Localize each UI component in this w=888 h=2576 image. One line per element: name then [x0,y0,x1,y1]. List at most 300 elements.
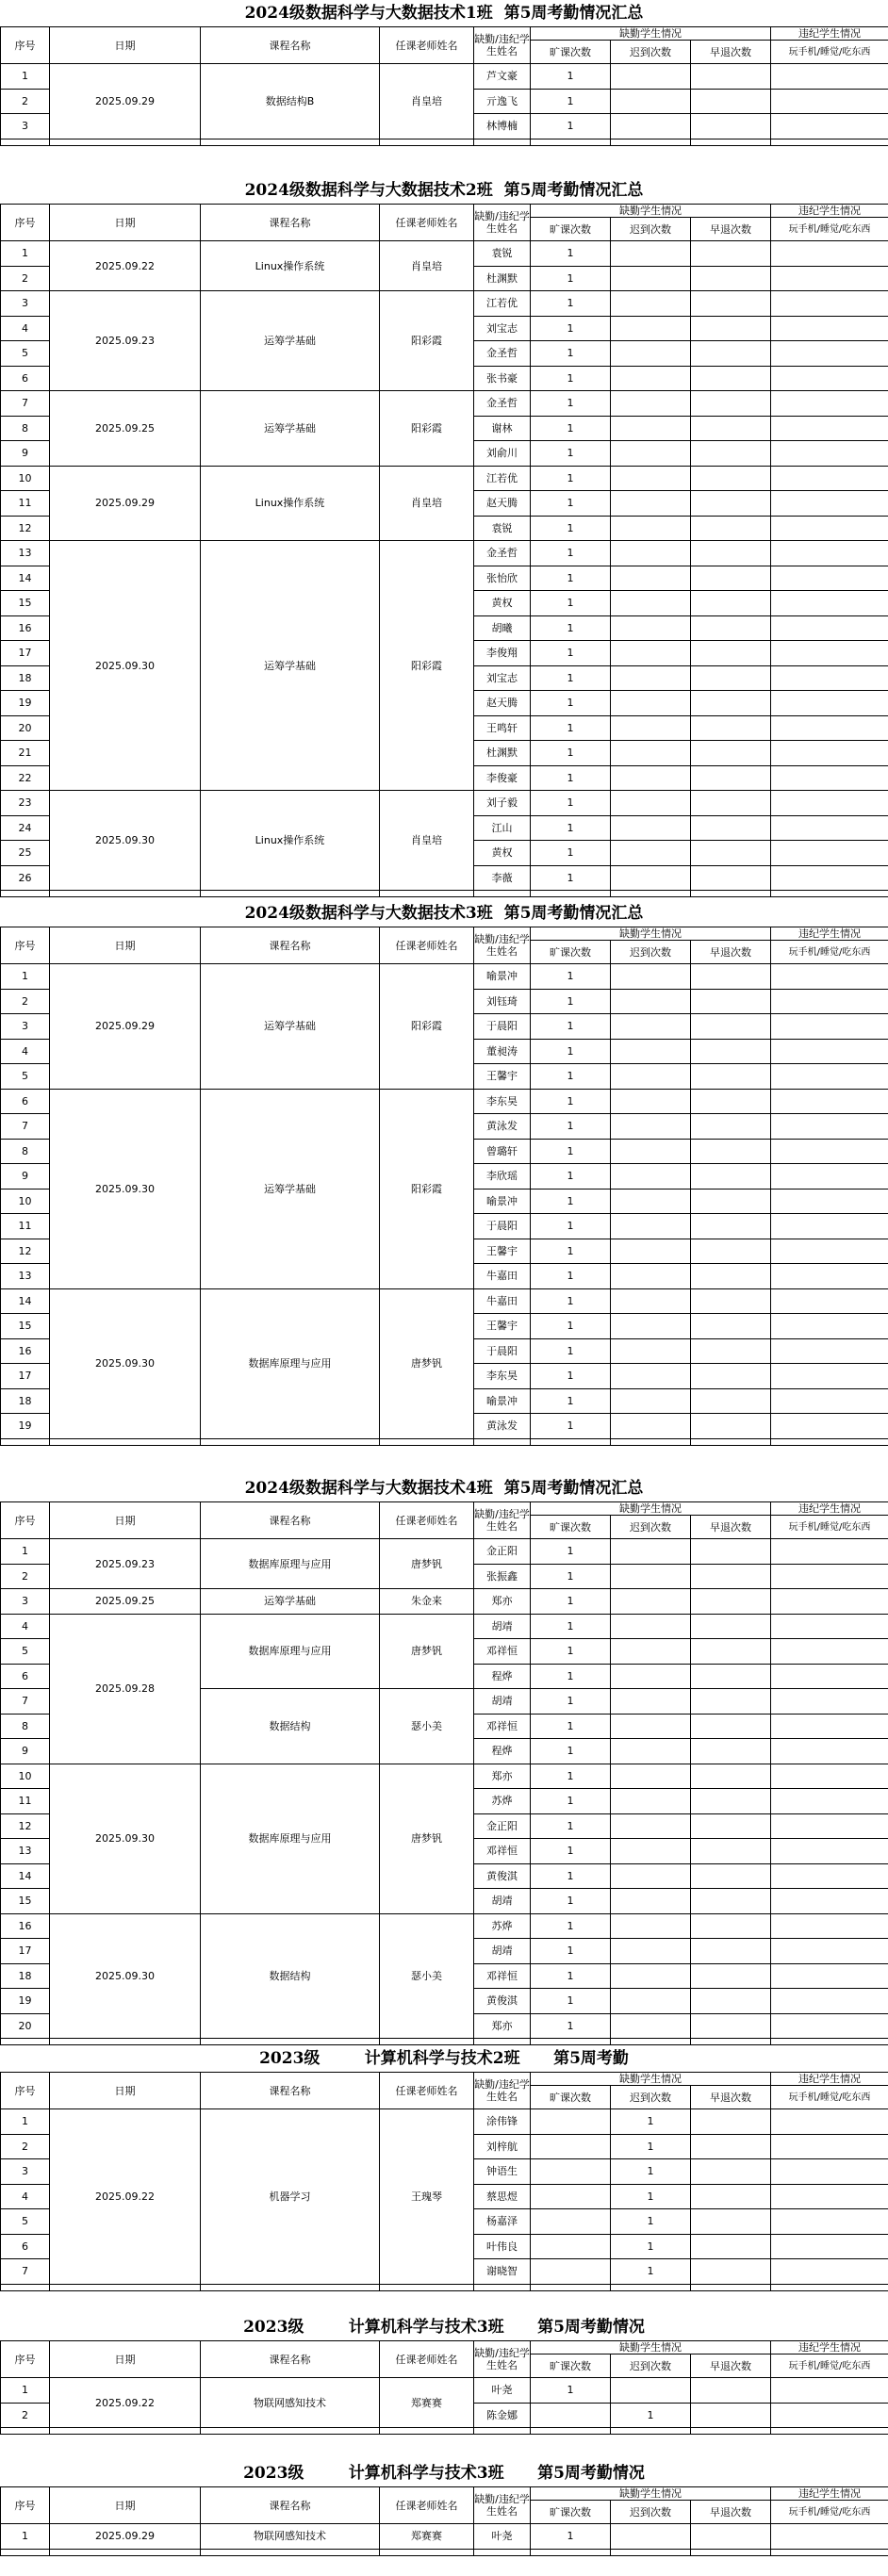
empty-cell [691,139,771,145]
early-leave-count-cell [691,491,771,517]
absent-count-cell: 1 [531,989,611,1014]
early-leave-count-cell [691,1539,771,1565]
course-cell: Linux操作系统 [201,791,380,891]
phone-sleep-eat-cell [771,1963,888,1989]
absent-count-cell: 1 [531,1989,611,2014]
seq-cell: 7 [1,391,50,417]
phone-sleep-eat-cell [771,1364,888,1389]
early-leave-count-cell [691,1913,771,1939]
seq-cell: 2 [1,2403,50,2428]
absent-count-cell: 1 [531,89,611,114]
student-name-cell: 袁锐 [474,241,531,267]
late-count-cell [611,1989,691,2014]
seq-cell: 10 [1,1764,50,1789]
teacher-cell: 肖皇培 [380,791,474,891]
student-name-cell: 刘俞川 [474,441,531,467]
attendance-table [0,1501,888,2045]
phone-sleep-eat-cell [771,2013,888,2039]
absent-count-cell: 1 [531,491,611,517]
student-name-cell: 李东昊 [474,1364,531,1389]
seq-cell: 18 [1,665,50,691]
late-count-cell [611,416,691,441]
student-name-cell: 杜渊默 [474,741,531,766]
table-row [1,466,888,491]
phone-sleep-eat-cell [771,1414,888,1439]
early-leave-count-cell [691,691,771,716]
empty-cell [611,1438,691,1445]
absent-count-cell: 1 [531,1338,611,1364]
teacher-cell: 唐梦钒 [380,1288,474,1438]
table-row [1,1589,888,1615]
empty-cell [50,2549,201,2555]
teacher-header: 任课老师姓名 [380,2487,474,2524]
course-cell: Linux操作系统 [201,466,380,541]
seq-cell: 1 [1,1539,50,1565]
late-count-cell [611,316,691,341]
absent-count-cell: 1 [531,241,611,267]
late-count-cell [611,1539,691,1565]
course-cell: 物联网感知技术 [201,2378,380,2428]
phone-sleep-eat-cell [771,1614,888,1639]
absence-group-header: 缺勤学生情况 [531,2341,771,2354]
late-count-cell [611,441,691,467]
student-name-cell: 李俊翔 [474,641,531,666]
phone-sleep-eat-cell [771,1989,888,2014]
course-cell: 数据库原理与应用 [201,1614,380,1689]
seq-header: 序号 [1,2341,50,2378]
discipline-group-header: 违纪学生情况 [771,1502,888,1516]
seq-cell: 16 [1,1338,50,1364]
absent-count-cell: 1 [531,2524,611,2550]
seq-cell: 2 [1,989,50,1014]
empty-cell [50,1438,201,1445]
absent-header: 旷课次数 [531,2501,611,2524]
student-name-cell: 袁锐 [474,516,531,541]
empty-cell [380,2039,474,2045]
student-name-cell: 张怡欣 [474,566,531,591]
early-leave-count-cell [691,1364,771,1389]
phone-sleep-eat-cell [771,1239,888,1264]
course-cell: Linux操作系统 [201,241,380,291]
empty-cell [50,2284,201,2290]
phone-sleep-eat-cell [771,341,888,367]
late-count-cell [611,1139,691,1164]
student-name-cell: 邓祥恒 [474,1639,531,1665]
phone-sleep-eat-cell [771,241,888,267]
phone-sleep-eat-cell [771,715,888,741]
date-cell: 2025.09.30 [50,1764,201,1913]
student-name-cell: 王馨宇 [474,1239,531,1264]
early-leave-count-cell [691,266,771,291]
student-name-cell: 于晨阳 [474,1214,531,1239]
seq-cell: 17 [1,641,50,666]
late-count-cell [611,741,691,766]
empty-cell [531,2284,611,2290]
phone-sleep-eat-cell [771,1164,888,1190]
teacher-header: 任课老师姓名 [380,2073,474,2109]
early-leave-count-cell [691,366,771,391]
early-leave-count-cell [691,341,771,367]
attendance-table [0,2072,888,2291]
seq-cell: 5 [1,1064,50,1090]
late-count-cell [611,665,691,691]
empty-cell [50,2428,201,2435]
seq-cell: 3 [1,114,50,139]
phone-sleep-eat-cell [771,865,888,891]
seq-cell: 19 [1,1414,50,1439]
phone-sleep-eat-cell [771,2234,888,2259]
early-leave-count-cell [691,2013,771,2039]
student-name-cell: 于晨阳 [474,1338,531,1364]
early-leave-count-cell [691,1089,771,1114]
absent-count-cell: 1 [531,316,611,341]
table-row [1,1288,888,1314]
seq-cell: 1 [1,2524,50,2550]
seq-cell: 11 [1,491,50,517]
phone-sleep-eat-cell [771,2524,888,2550]
late-count-cell: 1 [611,2109,691,2135]
empty-cell [531,2428,611,2435]
seq-cell: 6 [1,1664,50,1689]
seq-cell: 3 [1,2159,50,2185]
student-name-cell: 黄俊淇 [474,1989,531,2014]
empty-cell [691,2284,771,2290]
late-count-cell [611,964,691,990]
phone-sleep-eat-cell [771,1764,888,1789]
absent-count-cell: 1 [531,441,611,467]
absent-header: 旷课次数 [531,941,611,964]
absent-count-cell: 1 [531,1414,611,1439]
early-leave-count-cell [691,1338,771,1364]
early-leave-count-cell [691,815,771,841]
early-leave-count-cell [691,1589,771,1615]
late-count-cell [611,641,691,666]
phone-sleep-eat-cell [771,1139,888,1164]
early-leave-header: 早退次数 [691,2086,771,2109]
empty-cell [1,2039,50,2045]
late-count-cell [611,1789,691,1814]
early-leave-header: 早退次数 [691,1516,771,1539]
seq-cell: 2 [1,1564,50,1589]
early-leave-count-cell [691,1664,771,1689]
early-leave-count-cell [691,1839,771,1864]
early-leave-count-cell [691,1989,771,2014]
student-name-header: 缺勤/违纪学生姓名 [474,27,531,64]
student-name-cell: 杜渊默 [474,266,531,291]
empty-row [1,2039,888,2045]
late-count-cell [611,266,691,291]
early-leave-count-cell [691,2109,771,2135]
seq-cell: 15 [1,591,50,616]
seq-cell: 7 [1,1114,50,1140]
empty-cell [771,891,888,897]
course-cell: 数据结构B [201,64,380,139]
seq-cell: 5 [1,341,50,367]
phone-sleep-eat-cell [771,1214,888,1239]
phone-sleep-eat-cell [771,266,888,291]
empty-cell [611,139,691,145]
seq-cell: 19 [1,1989,50,2014]
student-name-cell: 谢林 [474,416,531,441]
absent-count-cell: 1 [531,1564,611,1589]
phone-sleep-eat-cell [771,1014,888,1040]
empty-cell [771,139,888,145]
date-cell: 2025.09.30 [50,1089,201,1288]
early-leave-count-cell [691,765,771,791]
phone-sleep-eat-cell [771,1314,888,1339]
empty-cell [201,1438,380,1445]
phone-sleep-eat-cell [771,466,888,491]
early-leave-count-cell [691,1863,771,1889]
table-row [1,2524,888,2550]
empty-cell [1,1438,50,1445]
late-count-cell [611,541,691,566]
phone-sleep-eat-cell [771,591,888,616]
absent-count-cell: 1 [531,1089,611,1114]
teacher-cell: 唐梦钒 [380,1614,474,1689]
late-count-cell [611,989,691,1014]
course-cell: 运筹学基础 [201,1589,380,1615]
teacher-header: 任课老师姓名 [380,2341,474,2378]
late-count-cell [611,1114,691,1140]
early-leave-count-cell [691,1239,771,1264]
table-row [1,241,888,267]
student-name-cell: 金圣哲 [474,391,531,417]
early-leave-count-cell [691,2234,771,2259]
early-leave-count-cell [691,964,771,990]
empty-cell [380,891,474,897]
absent-count-cell: 1 [531,691,611,716]
empty-cell [201,2428,380,2435]
student-name-header: 缺勤/违纪学生姓名 [474,2073,531,2109]
student-name-cell: 胡靖 [474,1889,531,1914]
teacher-cell: 郑赛赛 [380,2378,474,2428]
absent-count-cell: 1 [531,114,611,139]
early-leave-count-cell [691,641,771,666]
absent-header: 旷课次数 [531,1516,611,1539]
early-leave-count-cell [691,1039,771,1064]
seq-cell: 3 [1,291,50,317]
late-count-cell [611,1014,691,1040]
student-name-cell: 叶伟良 [474,2234,531,2259]
discipline-group-header: 违纪学生情况 [771,927,888,941]
seq-cell: 4 [1,316,50,341]
late-count-cell: 1 [611,2259,691,2285]
student-name-cell: 郑亦 [474,2013,531,2039]
date-header: 日期 [50,205,201,241]
student-name-cell: 郑亦 [474,1589,531,1615]
seq-cell: 25 [1,841,50,866]
absent-count-cell: 1 [531,1239,611,1264]
empty-cell [380,2284,474,2290]
section-title: 2023级 计算机科学与技术3班 第5周考勤情况 [243,2318,645,2337]
empty-cell [531,139,611,145]
absent-count-cell: 1 [531,1388,611,1414]
teacher-cell: 阳彩霞 [380,391,474,467]
empty-cell [380,139,474,145]
phone-sleep-eat-cell [771,1288,888,1314]
seq-cell: 24 [1,815,50,841]
empty-cell [611,891,691,897]
early-leave-count-cell [691,1939,771,1964]
student-name-cell: 邓祥恒 [474,1839,531,1864]
phone-sleep-eat-cell [771,1039,888,1064]
absent-count-cell [531,2159,611,2185]
early-leave-count-cell [691,865,771,891]
phone-sleep-eat-cell [771,441,888,467]
student-name-cell: 钟语生 [474,2159,531,2185]
early-leave-header: 早退次数 [691,41,771,64]
seq-cell: 2 [1,89,50,114]
late-count-cell [611,1089,691,1114]
empty-cell [531,2039,611,2045]
late-count-cell [611,1338,691,1364]
late-count-cell [611,815,691,841]
absent-count-cell: 1 [531,1739,611,1764]
course-cell: 运筹学基础 [201,541,380,791]
early-leave-count-cell [691,1764,771,1789]
seq-cell: 4 [1,1614,50,1639]
date-cell: 2025.09.29 [50,2524,201,2550]
student-name-header: 缺勤/违纪学生姓名 [474,927,531,964]
late-count-cell [611,491,691,517]
absent-header: 旷课次数 [531,2354,611,2378]
phone-sleep-eat-cell [771,841,888,866]
phone-sleep-eat-header: 玩手机/睡觉/吃东西 [771,2086,888,2109]
phone-sleep-eat-cell [771,64,888,90]
table-row [1,391,888,417]
student-name-cell: 叶尧 [474,2524,531,2550]
table-row [1,1913,888,1939]
absence-group-header: 缺勤学生情况 [531,205,771,218]
absent-count-cell: 1 [531,1813,611,1839]
absent-count-cell: 1 [531,1913,611,1939]
absent-count-cell: 1 [531,1314,611,1339]
student-name-cell: 黄权 [474,841,531,866]
empty-cell [201,139,380,145]
course-header: 课程名称 [201,27,380,64]
section-title: 2024级数据科学与大数据技术1班 第5周考勤情况汇总 [244,4,644,23]
student-name-cell: 李东昊 [474,1089,531,1114]
absent-count-cell [531,2109,611,2135]
student-name-cell: 金正阳 [474,1813,531,1839]
date-cell: 2025.09.22 [50,2378,201,2428]
early-leave-count-cell [691,1214,771,1239]
discipline-group-header: 违纪学生情况 [771,2073,888,2086]
absent-count-cell: 1 [531,1764,611,1789]
empty-cell [691,1438,771,1445]
table-row [1,2378,888,2404]
seq-cell: 14 [1,1863,50,1889]
header-row [1,927,888,941]
date-cell: 2025.09.22 [50,241,201,291]
absent-count-cell [531,2209,611,2235]
student-name-cell: 喻景冲 [474,1388,531,1414]
student-name-cell: 杨嘉泽 [474,2209,531,2235]
seq-cell: 17 [1,1364,50,1389]
absent-count-cell: 1 [531,1664,611,1689]
student-name-cell: 黄泳发 [474,1114,531,1140]
seq-cell: 8 [1,416,50,441]
early-leave-count-cell [691,1564,771,1589]
seq-cell: 14 [1,566,50,591]
early-leave-count-cell [691,541,771,566]
phone-sleep-eat-cell [771,1889,888,1914]
phone-sleep-eat-header: 玩手机/睡觉/吃东西 [771,2501,888,2524]
course-cell: 运筹学基础 [201,391,380,467]
student-name-header: 缺勤/违纪学生姓名 [474,2341,531,2378]
empty-cell [474,2039,531,2045]
empty-cell [691,2549,771,2555]
student-name-cell: 江山 [474,815,531,841]
section-title: 2023级 计算机科学与技术2班 第5周考勤 [259,2049,629,2068]
course-cell: 数据库原理与应用 [201,1539,380,1589]
absent-count-cell [531,2403,611,2428]
empty-cell [474,1438,531,1445]
phone-sleep-eat-cell [771,1739,888,1764]
date-header: 日期 [50,2073,201,2109]
student-name-cell: 芦文豪 [474,64,531,90]
phone-sleep-eat-cell [771,2109,888,2135]
attendance-table [0,2486,888,2556]
late-count-cell [611,1564,691,1589]
absent-count-cell: 1 [531,1963,611,1989]
table-row [1,2109,888,2135]
late-count-cell [611,791,691,816]
student-name-cell: 邓祥恒 [474,1714,531,1739]
early-leave-count-cell [691,1689,771,1715]
student-name-cell: 苏烨 [474,1913,531,1939]
early-leave-count-cell [691,1714,771,1739]
absent-count-cell: 1 [531,1714,611,1739]
student-name-cell: 董昶涛 [474,1039,531,1064]
seq-cell: 1 [1,2109,50,2135]
header-row [1,2341,888,2354]
course-header: 课程名称 [201,2487,380,2524]
student-name-cell: 喻景冲 [474,964,531,990]
seq-header: 序号 [1,927,50,964]
late-count-cell [611,241,691,267]
absence-group-header: 缺勤学生情况 [531,2487,771,2501]
early-leave-count-cell [691,1739,771,1764]
phone-sleep-eat-cell [771,316,888,341]
phone-sleep-eat-cell [771,1589,888,1615]
seq-cell: 11 [1,1214,50,1239]
early-leave-count-cell [691,2184,771,2209]
teacher-header: 任课老师姓名 [380,1502,474,1539]
late-count-cell [611,1064,691,1090]
seq-cell: 21 [1,741,50,766]
late-header: 迟到次数 [611,2354,691,2378]
empty-cell [201,891,380,897]
section-title: 2024级数据科学与大数据技术4班 第5周考勤情况汇总 [244,1479,644,1498]
section-title: 2024级数据科学与大数据技术3班 第5周考勤情况汇总 [244,904,644,923]
student-name-cell: 王鸣轩 [474,715,531,741]
student-name-cell: 王馨宇 [474,1064,531,1090]
phone-sleep-eat-cell [771,1189,888,1214]
seq-header: 序号 [1,27,50,64]
teacher-header: 任课老师姓名 [380,205,474,241]
absent-count-cell: 1 [531,516,611,541]
student-name-cell: 蔡思煜 [474,2184,531,2209]
early-leave-count-cell [691,1889,771,1914]
phone-sleep-eat-cell [771,291,888,317]
header-row [1,2487,888,2501]
seq-cell: 5 [1,1639,50,1665]
early-leave-count-cell [691,1014,771,1040]
seq-cell: 15 [1,1314,50,1339]
course-cell: 运筹学基础 [201,291,380,391]
